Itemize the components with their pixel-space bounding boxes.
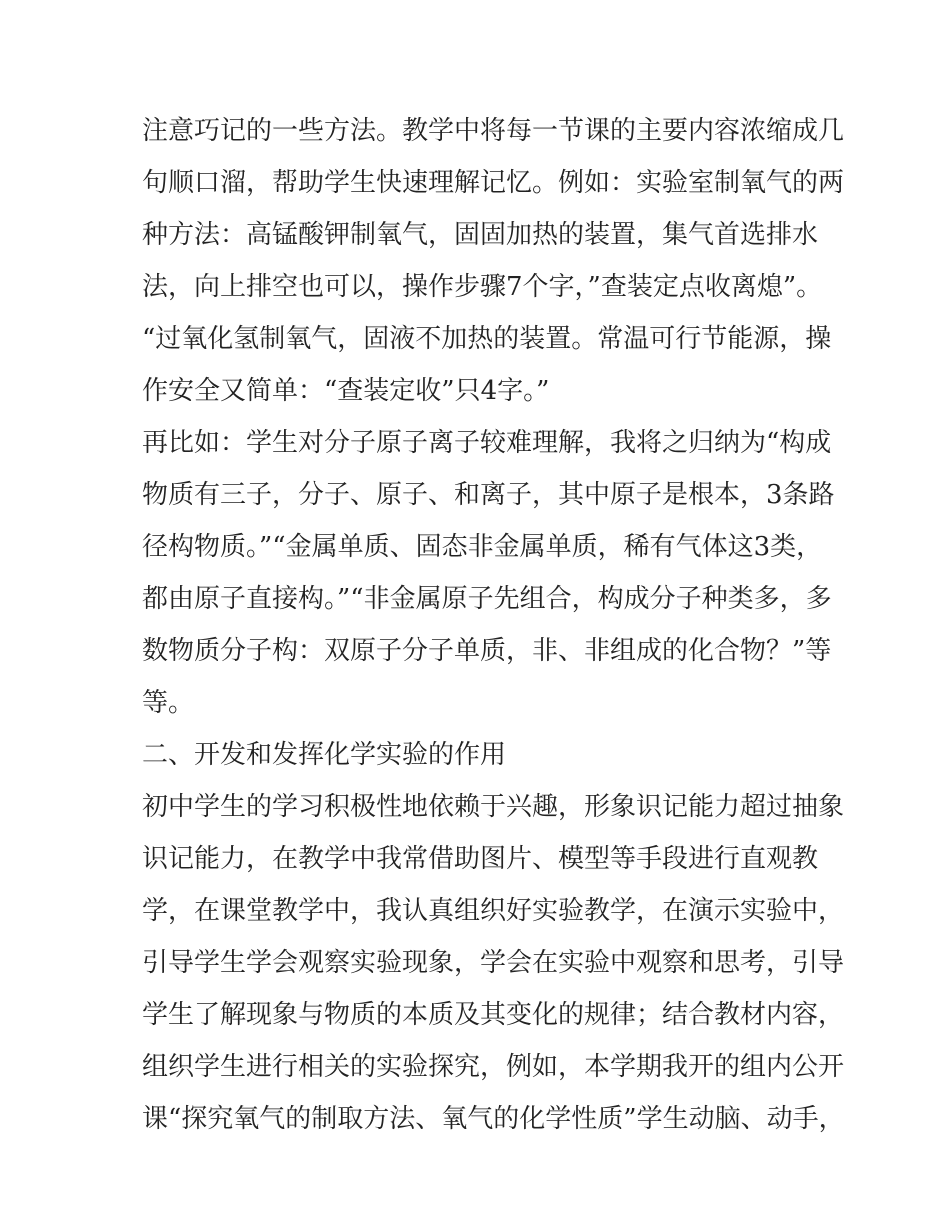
text-line: 作安全又简单：“查装定收”只4字。”: [142, 376, 550, 406]
text-line: “过氧化氢制氧气，固液不加热的装置。常温可行节能源，操: [142, 324, 832, 354]
text-line: 学生了解现象与物质的本质及其变化的规律；结合教材内容，: [142, 1000, 845, 1030]
text-line: 物质有三子，分子、原子、和离子，其中原子是根本，3条路: [142, 480, 835, 510]
document-body: [142, 105, 845, 1145]
text-line: 数物质分子构：双原子分子单质，非、非组成的化合物？”等: [142, 636, 832, 666]
text-line: 学，在课堂教学中，我认真组织好实验教学，在演示实验中，: [142, 896, 845, 926]
text-line: 组织学生进行相关的实验探究，例如，本学期我开的组内公开: [142, 1052, 845, 1082]
text-line: 初中学生的学习积极性地依赖于兴趣，形象识记能力超过抽象: [142, 792, 845, 822]
text-line: 注意巧记的一些方法。教学中将每一节课的主要内容浓缩成几: [142, 116, 845, 146]
text-line: 识记能力，在教学中我常借助图片、模型等手段进行直观教: [142, 844, 819, 874]
text-line: 都由原子直接构。”“非金属原子先组合，构成分子种类多，多: [142, 584, 832, 614]
text-line: 等。: [142, 688, 195, 718]
text-line: 句顺口溜，帮助学生快速理解记忆。例如：实验室制氧气的两: [142, 168, 845, 198]
text-line: 法，向上排空也可以，操作步骤7个字，”查装定点收离熄”。: [142, 272, 823, 302]
text-line: 引导学生学会观察实验现象，学会在实验中观察和思考，引导: [142, 948, 845, 978]
section-heading: 二、开发和发挥化学实验的作用: [142, 740, 507, 770]
text-line: 径构物质。”“金属单质、固态非金属单质，稀有气体这3类，: [142, 532, 823, 562]
text-line: 课“探究氧气的制取方法、氧气的化学性质”学生动脑、动手，: [142, 1104, 845, 1134]
text-line: 种方法：高锰酸钾制氧气，固固加热的装置，集气首选排水: [142, 220, 819, 250]
text-line: 再比如：学生对分子原子离子较难理解，我将之归纳为“构成: [142, 428, 832, 458]
